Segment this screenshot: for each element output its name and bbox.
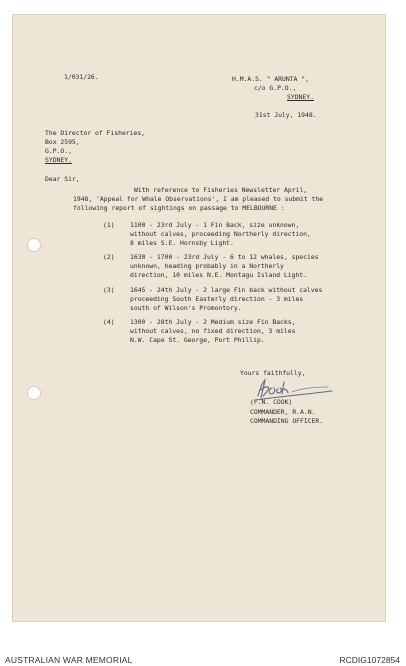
addressee-line3: G.P.O., [45,147,72,155]
ship-address-line1: H.M.A.S. " ARUNTA ", [232,75,309,83]
item-line: without calves, proceeding Northerly direction, [130,230,311,238]
item-number: (1) [103,221,115,229]
signer-rank: COMMANDER, R.A.N. [250,408,316,416]
archive-name: AUSTRALIAN WAR MEMORIAL [5,655,133,665]
salutation: Dear Sir, [45,175,80,183]
item-line: 1100 - 23rd July - 1 Fin Back, size unknown, [130,221,300,229]
intro-line2: 1948, 'Appeal for Whale Observations', I am pleased to submit the [73,195,324,203]
archive-footer [0,636,406,666]
item-number: (4) [103,318,115,326]
intro-line1: With reference to Fisheries Newsletter April, [134,186,308,194]
item-line: 8 miles S.E. Hornsby Light. [130,239,234,247]
addressee-line1: The Director of Fisheries, [45,129,146,137]
intro-line3: following report of sightings on passage to MELBOURNE : [73,204,285,212]
item-line: 1645 - 24th July - 2 large Fin back without calves [130,286,323,294]
item-line: south of Wilson's Promontory. [130,304,242,312]
closing: Yours faithfully, [240,369,306,377]
item-line: 1300 - 28th July - 2 Medium size Fin Backs, [130,318,296,326]
signer-role: COMMANDING OFFICER. [250,417,324,425]
ship-address-line3: SYDNEY. [287,93,314,101]
punch-hole-top [27,238,41,252]
signed-name: (F.N. COOK) [250,398,293,406]
item-line: N.W. Cape St. George, Port Phillip. [130,336,265,344]
ship-address-line2: c/o G.P.O., [254,84,297,92]
addressee-line4: SYDNEY. [45,156,72,164]
punch-hole-bottom [27,386,41,400]
file-reference: 1/031/26. [64,73,99,81]
item-line: 1630 - 1700 - 23rd July - 6 to 12 whales, species [130,253,319,261]
addressee-line2: Box 2595, [45,138,80,146]
item-line: direction, 10 miles N.E. Montagu Island Light. [130,271,307,279]
archive-reference: RCDIG1072854 [339,655,400,665]
item-number: (2) [103,253,115,261]
item-line: proceeding South Easterly direction - 3 miles [130,295,304,303]
item-number: (3) [103,286,115,294]
item-line: without calves, no fixed direction, 3 miles [130,327,296,335]
letter-date: 31st July, 1948. [255,111,317,119]
item-line: unknown, heading probably in a Northerly [130,262,284,270]
